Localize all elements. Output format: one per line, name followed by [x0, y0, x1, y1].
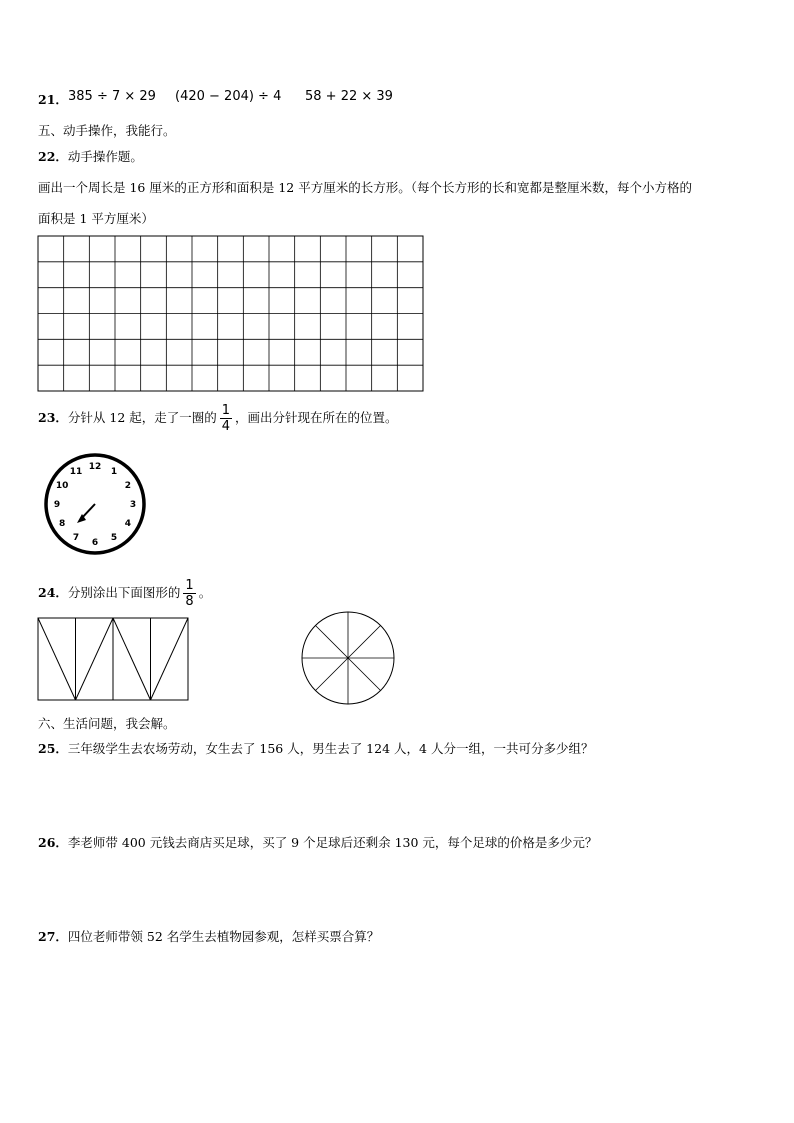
q23-frac-numerator: 1	[221, 403, 231, 418]
rect-diagonal-1	[38, 618, 76, 700]
clock-number: 11	[69, 467, 83, 478]
q22-instruction-line1: 画出一个周长是 16 厘米的正方形和面积是 12 平方厘米的长方形。（每个长方形的长和宽都是整厘米数，每个小方格的	[38, 180, 692, 195]
q23-number: 23．	[38, 410, 68, 425]
q24-frac-denominator: 8	[185, 594, 194, 609]
q21-expression-1: 385 ÷ 7 × 29	[68, 89, 156, 104]
q24-text-after: 。	[198, 585, 212, 600]
rect-diagonal-4	[151, 618, 189, 700]
clock-number: 7	[72, 532, 80, 543]
q27-text: 四位老师带领 52 名学生去植物园参观，怎样买票合算？	[67, 929, 380, 944]
q22-heading	[38, 147, 143, 165]
q24-number: 24．	[38, 585, 68, 600]
q25-number: 25．	[38, 741, 68, 756]
q24-text-before: 分别涂出下面图形的	[67, 585, 181, 600]
clock-face	[41, 450, 151, 560]
q22-title: 动手操作题。	[67, 149, 143, 164]
clock-number: 2	[124, 481, 132, 491]
q25-question	[38, 739, 593, 757]
clock-number: 1	[110, 467, 118, 478]
q26-text: 李老师带 400 元钱去商店买足球，买了 9 个足球后还剩余 130 元，每个足球的价格是多少元？	[67, 835, 598, 850]
clock-number: 6	[91, 538, 99, 548]
q24-question	[38, 578, 211, 609]
q27-number: 27．	[38, 929, 68, 944]
circle-sectors-figure	[298, 608, 398, 708]
clock-number: 5	[110, 532, 118, 543]
q22-number: 22．	[38, 149, 68, 164]
clock-number: 4	[124, 519, 132, 529]
rect-diagonal-3	[113, 618, 151, 700]
q26-number: 26．	[38, 835, 68, 850]
clock-number: 10	[55, 481, 69, 491]
q23-question	[38, 403, 398, 434]
clock-number: 9	[53, 500, 61, 510]
q27-question	[38, 927, 379, 945]
rect-diagonal-2	[76, 618, 114, 700]
q23-text-before: 分针从 12 起，走了一圈的	[67, 410, 217, 425]
rectangle-triangles-figure	[37, 617, 192, 703]
circle-spokes	[302, 612, 394, 704]
q23-fraction	[220, 403, 232, 434]
q21-number: 21．	[38, 92, 68, 107]
q22-instruction-line2: 面积是 1 平方厘米）	[38, 211, 154, 226]
q25-text: 三年级学生去农场劳动，女生去了 156 人，男生去了 124 人，4 人分一组，一共可分多少组？	[67, 741, 594, 756]
q24-fraction	[183, 578, 195, 609]
section6-title: 六、生活问题，我会解。	[38, 716, 176, 731]
q21-expression-3: 58 + 22 × 39	[305, 89, 393, 104]
clock-number: 3	[129, 500, 137, 510]
clock-number: 12	[88, 462, 102, 472]
section5-title: 五、动手操作，我能行。	[38, 123, 176, 138]
drawing-grid	[37, 235, 427, 395]
q24-frac-numerator: 1	[185, 578, 194, 593]
q26-question	[38, 833, 597, 851]
q23-text-after: ，画出分针现在所在的位置。	[235, 410, 398, 425]
clock-number: 8	[58, 519, 66, 529]
q21-expression-2: (420 − 204) ÷ 4	[175, 89, 282, 104]
q23-frac-denominator: 4	[221, 419, 231, 434]
